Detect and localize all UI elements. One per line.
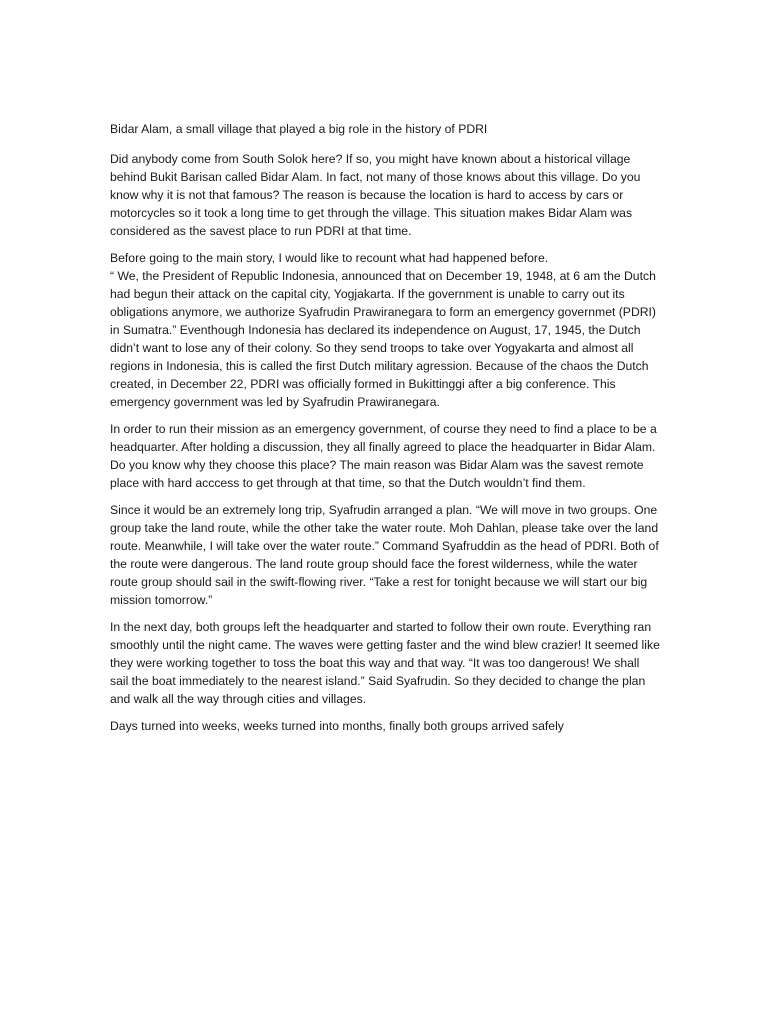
document-body: [110, 120, 660, 744]
document-title: Bidar Alam, a small village that played a big role in the history of PDRI: [110, 122, 488, 136]
paragraph-intro: Did anybody come from South Solok here? If so, you might have known about a historical village behind Bukit Barisan called Bidar Alam. In fact, not many of those knows about this village. Do you know why it is not that famous? The reason is because the location is hard to access by cars or motorcycles so it took a long time to get through the village. This situation makes Bidar Alam was considered as the savest place to run PDRI at that time.: [110, 152, 641, 238]
paragraph-headquarter: In order to run their mission as an emergency government, of course they need to find a place to be a headquarter. After holding a discussion, they all finally agreed to place the headquarter in Bidar Alam. Do you know why they choose this place? The main reason was Bidar Alam was the savest remote place with hard acccess to get through at that time, so that the Dutch wouldn’t find them.: [110, 422, 657, 490]
paragraph-journey: In the next day, both groups left the headquarter and started to follow their own route. Everything ran smoothly until the night came. The waves were getting faster and the wind blew crazier! It seemed like they were working together to toss the boat this way and that way. “It was too dangerous! We shall sail the boat immediately to the nearest island.” Said Syafrudin. So they decided to change the plan and walk all the way through cities and villages.: [110, 620, 660, 706]
paragraph-recount: Before going to the main story, I would like to recount what had happened before.: [110, 251, 549, 265]
paragraph-announcement: “ We, the President of Republic Indonesia, announced that on December 19, 1948, at 6 am the Dutch had begun their attack on the capital city, Yogjakarta. If the government is unable to carry out its obligations anymore, we authorize Syafrudin Prawiranegara to form an emergency governmet (PDRI) in Sumatra.” Eventhough Indonesia has declared its independence on August, 17, 1945, the Dutch didn’t want to lose any of their colony. So they send troops to take over Yogyakarta and almost all regions in Indonesia, this is called the first Dutch military agression. Because of the chaos the Dutch created, in December 22, PDRI was officially formed in Bukittinggi after a big conference. This emergency government was led by Syafrudin Prawiranegara.: [110, 269, 656, 409]
paragraph-plan: Since it would be an extremely long trip, Syafrudin arranged a plan. “We will move in two groups. One group take the land route, while the other take the water route. Moh Dahlan, please take over the land route. Meanwhile, I will take over the water route.” Command Syafruddin as the head of PDRI. Both of the route were dangerous. The land route group should face the forest wilderness, while the water route group should sail in the swift-flowing river. “Take a rest for tonight because we will start our big mission tomorrow.”: [110, 503, 659, 607]
paragraph-arrival: Days turned into weeks, weeks turned into months, finally both groups arrived safely: [110, 719, 564, 733]
